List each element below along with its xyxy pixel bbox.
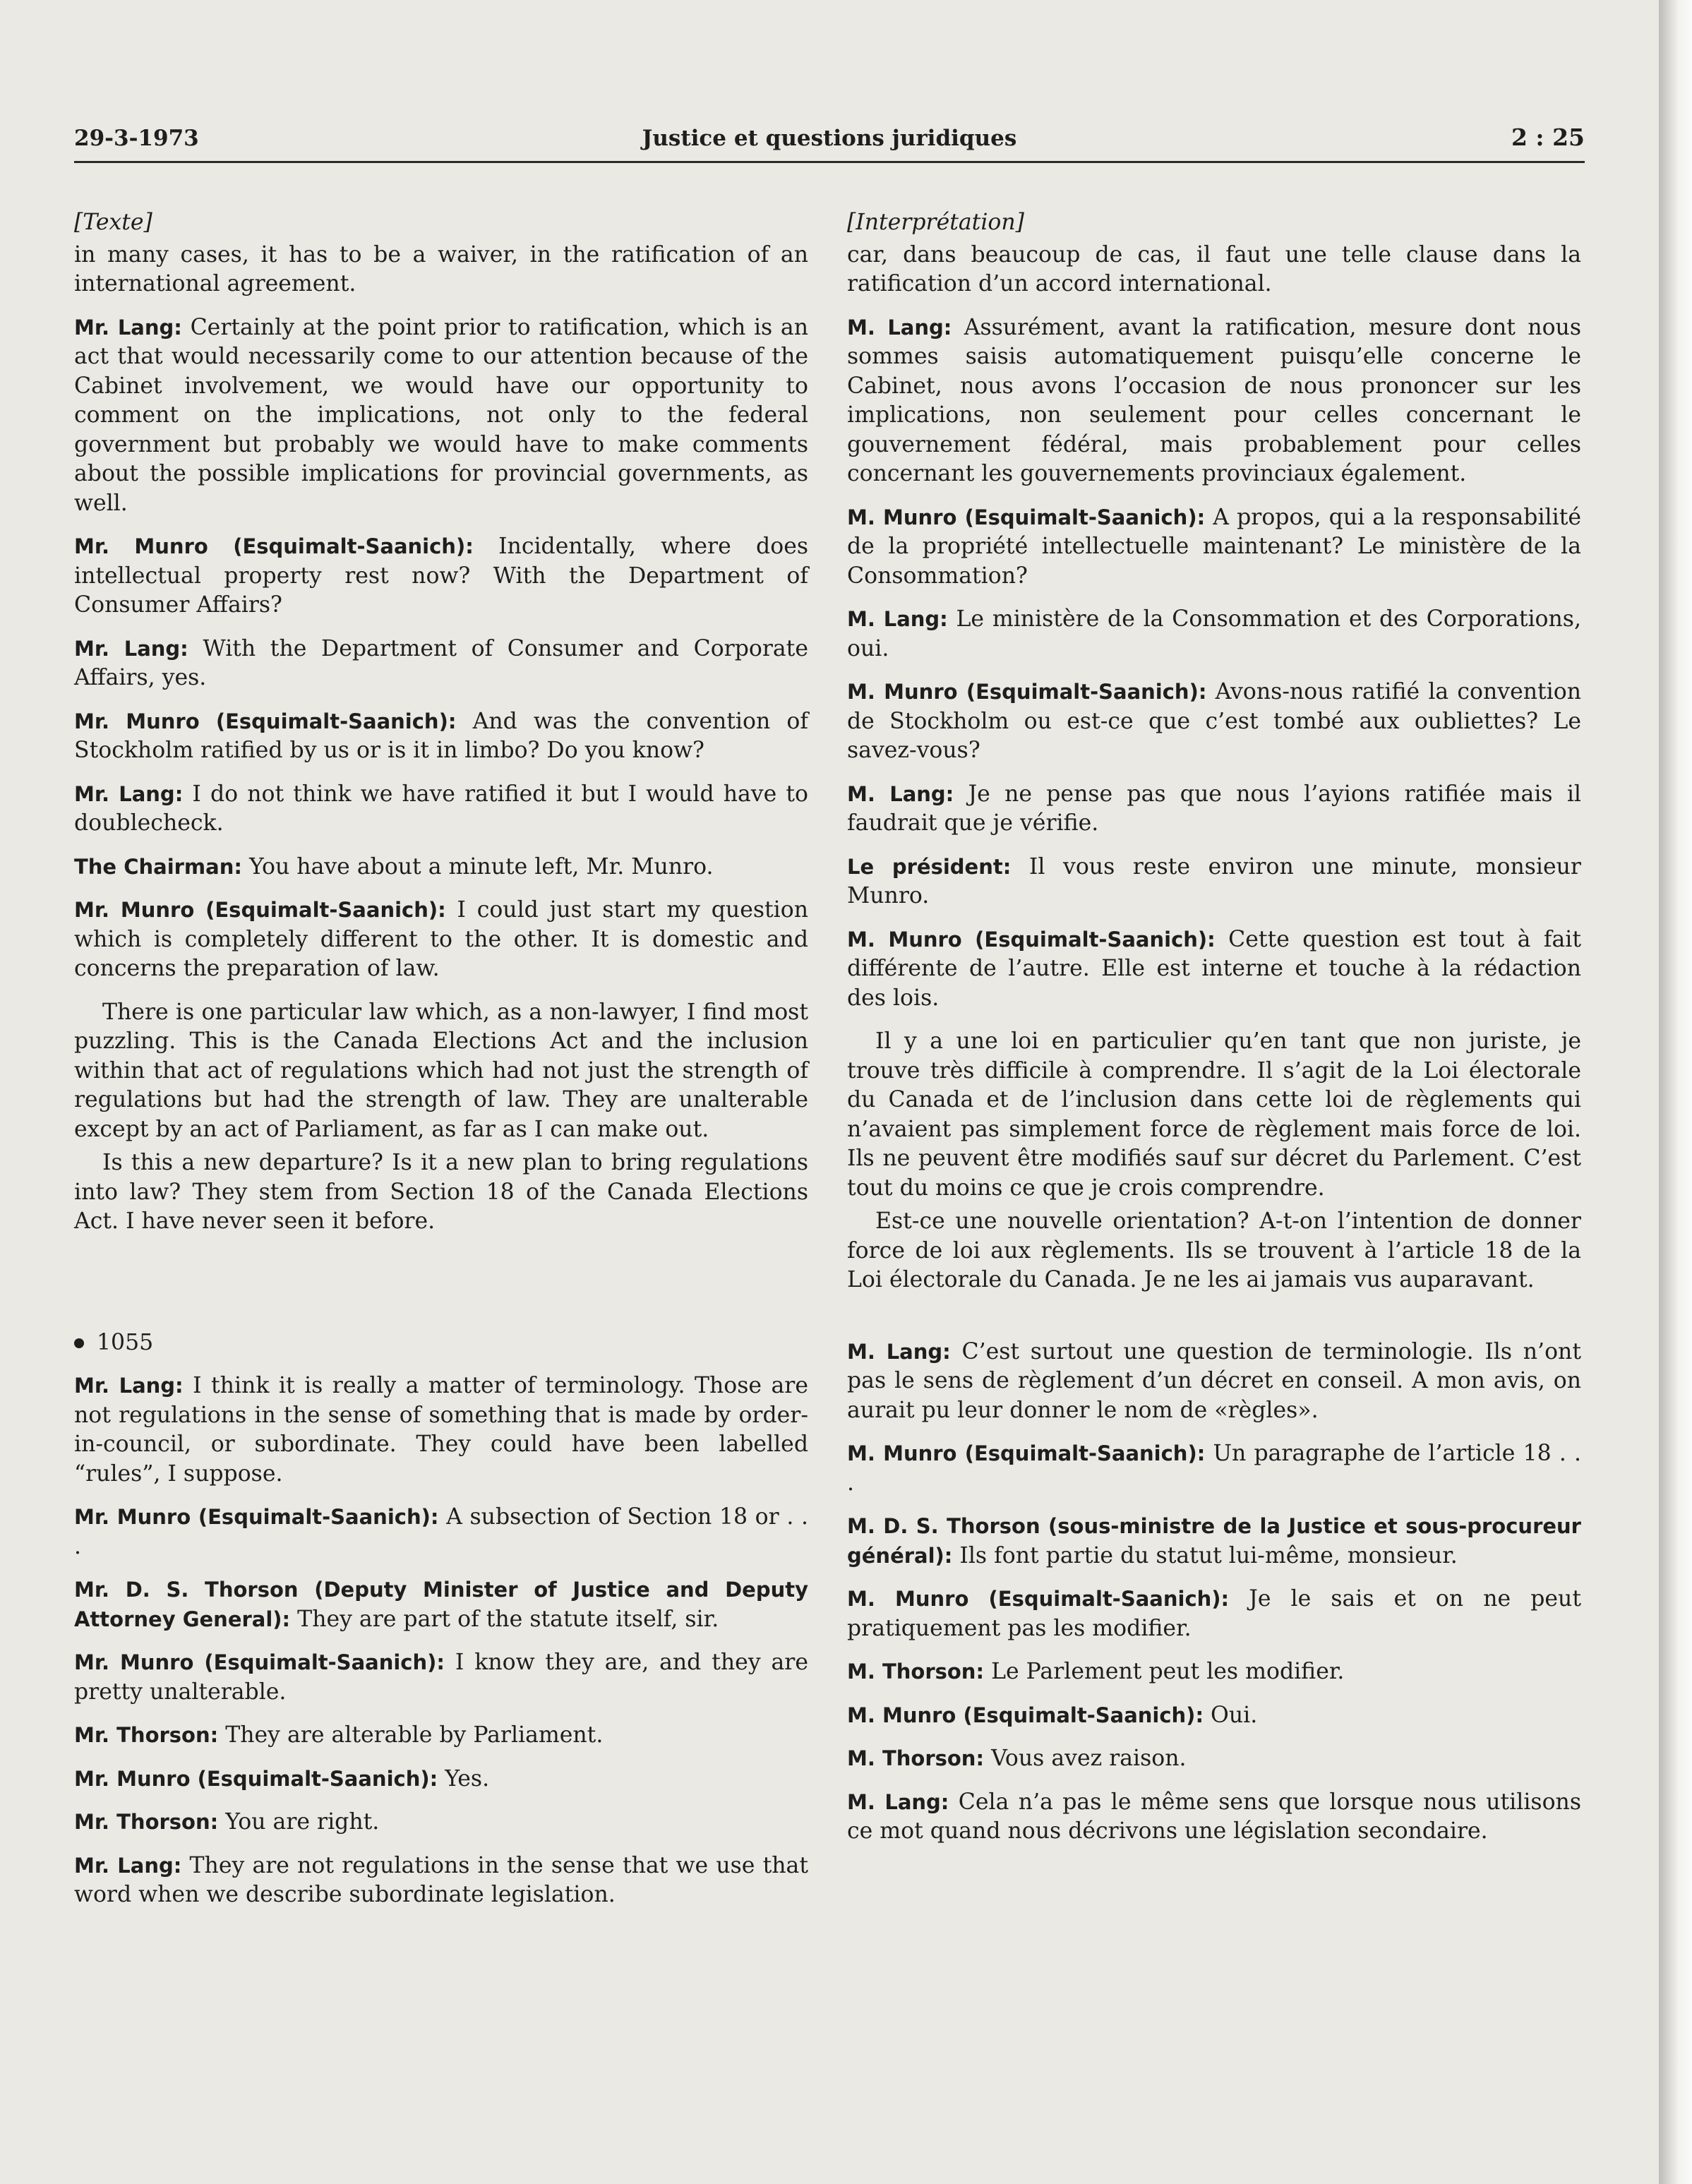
english-paragraph-1: There is one particular law which, as a non-lawyer, I find most puzzling. This is the Canada Elections Act and the inclusion within that act of regulations which had not just the strength of regulations but had the strength of law. They are unalterable except by an act of Parliament, as far as I can make out. bbox=[74, 999, 808, 1142]
speech-text: Vous avez raison. bbox=[984, 1746, 1187, 1771]
speech bbox=[74, 532, 808, 620]
speech-text: And was the convention of Stockholm ratified by us or is it in limbo? Do you know? bbox=[74, 708, 808, 763]
english-paragraph-2: Is this a new departure? Is it a new plan to bring regulations into law? They stem from Section 18 of the Canada Elections Act. I have never seen it before. bbox=[74, 1150, 808, 1234]
speaker-name: Mr. Lang: bbox=[74, 1374, 184, 1398]
speech bbox=[847, 853, 1581, 911]
speech bbox=[847, 678, 1581, 766]
speech-text: Oui. bbox=[1204, 1702, 1258, 1728]
speech bbox=[74, 707, 808, 766]
speaker-name: M. Thorson: bbox=[847, 1660, 985, 1684]
speech bbox=[847, 925, 1581, 1014]
speech bbox=[74, 1852, 808, 1910]
time-stamp bbox=[74, 1328, 808, 1358]
french-block1 bbox=[847, 313, 1581, 1014]
speech bbox=[847, 1657, 1581, 1687]
french-block2 bbox=[847, 1338, 1581, 1847]
speech bbox=[74, 1372, 808, 1489]
speech-text: I do not think we have ratified it but I would have to doublecheck. bbox=[74, 781, 808, 836]
speech bbox=[847, 780, 1581, 839]
speech-text: Incidentally, where does intellectual property rest now? With the Department of Consumer Affairs? bbox=[74, 534, 808, 618]
speaker-name: M. Lang: bbox=[847, 781, 954, 806]
speech-text: A propos, qui a la responsabilité de la propriété intellectuelle maintenant? Le ministère de la Consommation? bbox=[847, 504, 1581, 589]
speech-text: Ils font partie du statut lui-même, monsieur. bbox=[952, 1542, 1458, 1568]
time-stamp-value: 1055 bbox=[97, 1329, 154, 1355]
speaker-name: M. Lang: bbox=[847, 1789, 949, 1814]
speech bbox=[847, 1338, 1581, 1426]
speaker-name: Le président: bbox=[847, 854, 1012, 879]
speech bbox=[847, 605, 1581, 664]
speech-text: I could just start my question which is completely different to the other. It is domestic and concerns the preparation of law. bbox=[74, 897, 809, 981]
speaker-name: M. D. S. Thorson (sous-ministre de la Justice et sous-procureur général): bbox=[847, 1514, 1581, 1568]
speech bbox=[74, 1765, 808, 1794]
speech-text: Le ministère de la Consommation et des Corporations, oui. bbox=[847, 606, 1581, 661]
speaker-name: Mr. Lang: bbox=[74, 315, 182, 340]
page-edge bbox=[1659, 0, 1692, 2184]
speech-text: They are alterable by Parliament. bbox=[218, 1722, 604, 1748]
french-column bbox=[847, 208, 1581, 1861]
speech-text: With the Department of Consumer and Corporate Affairs, yes. bbox=[74, 635, 808, 690]
speech bbox=[74, 1576, 808, 1634]
speech bbox=[847, 1585, 1581, 1643]
speech-text: Il vous reste environ une minute, monsieur Munro. bbox=[847, 853, 1581, 908]
speech-text: Cela n’a pas le même sens que lorsque nous utilisons ce mot quand nous décrivons une législation secondaire. bbox=[847, 1789, 1581, 1844]
french-intro: car, dans beaucoup de cas, il faut une telle clause dans la ratification d’un accord international. bbox=[847, 241, 1581, 296]
speech bbox=[74, 780, 808, 839]
speech-text: Cette question est tout à fait différente de l’autre. Elle est interne et touche à la rédaction des lois. bbox=[847, 926, 1581, 1011]
english-intro: in many cases, it has to be a waiver, in the ratification of an international agreement. bbox=[74, 241, 808, 296]
english-block1 bbox=[74, 313, 808, 984]
speaker-name: M. Munro (Esquimalt-Saanich): bbox=[847, 680, 1207, 704]
speaker-name: Mr. Lang: bbox=[74, 1853, 182, 1878]
speech-text: I think it is really a matter of terminology. Those are not regulations in the sense of something that is made by order-in-council, or subordinate. They could have been labelled “rules”, I suppose. bbox=[74, 1373, 808, 1487]
speech bbox=[847, 1701, 1581, 1731]
speaker-name: Mr. Munro (Esquimalt-Saanich): bbox=[74, 534, 474, 558]
speech bbox=[74, 1503, 808, 1561]
speech-text: You have about a minute left, Mr. Munro. bbox=[241, 853, 714, 880]
speech bbox=[74, 1808, 808, 1837]
header-rule bbox=[74, 161, 1585, 163]
english-label: [Texte] bbox=[74, 210, 152, 235]
speech-text: I know they are, and they are pretty unalterable. bbox=[74, 1650, 809, 1705]
speech-text: You are right. bbox=[218, 1809, 380, 1835]
speech bbox=[74, 853, 808, 882]
speaker-name: M. Munro (Esquimalt-Saanich): bbox=[847, 1703, 1204, 1727]
header-date: 29-3-1973 bbox=[74, 126, 199, 151]
speaker-name: Mr. Lang: bbox=[74, 781, 184, 806]
speaker-name: M. Lang: bbox=[847, 607, 948, 631]
speech-text: Je ne pense pas que nous l’ayions ratifiée mais il faudrait que je vérifie. bbox=[847, 781, 1581, 836]
speaker-name: Mr. D. S. Thorson (Deputy Minister of Justice and Deputy Attorney General): bbox=[74, 1578, 808, 1631]
french-paragraph-2: Est-ce une nouvelle orientation? A-t-on l’intention de donner force de loi aux règlements. Ils se trouvent à l’article 18 de la Loi électorale du Canada. Je ne les ai jamais vus auparavant. bbox=[847, 1208, 1581, 1292]
speech-text: C’est surtout une question de terminologie. Ils n’ont pas le sens de règlement d’un décret en conseil. A mon avis, on aurait pu leur donner le nom de «règles». bbox=[847, 1338, 1581, 1423]
bullet-icon bbox=[74, 1338, 84, 1348]
speaker-name: Mr. Munro (Esquimalt-Saanich): bbox=[74, 898, 446, 922]
speech bbox=[847, 503, 1581, 592]
english-spacer bbox=[74, 1251, 808, 1328]
speech-text: Un paragraphe de l’article 18 . . . bbox=[847, 1441, 1581, 1496]
speaker-name: Mr. Thorson: bbox=[74, 1723, 219, 1747]
speech bbox=[847, 1788, 1581, 1847]
speaker-name: M. Munro (Esquimalt-Saanich): bbox=[847, 927, 1216, 952]
speaker-name: M. Munro (Esquimalt-Saanich): bbox=[847, 1587, 1230, 1611]
speech bbox=[847, 1512, 1581, 1571]
page-header bbox=[74, 119, 1585, 161]
speaker-name: M. Lang: bbox=[847, 315, 952, 340]
speech bbox=[847, 1744, 1581, 1774]
speech bbox=[74, 313, 808, 519]
speaker-name: M. Munro (Esquimalt-Saanich): bbox=[847, 505, 1206, 529]
french-label: [Interprétation] bbox=[847, 210, 1024, 235]
speaker-name: The Chairman: bbox=[74, 854, 242, 879]
speaker-name: Mr. Munro (Esquimalt-Saanich): bbox=[74, 1505, 439, 1529]
speech bbox=[74, 635, 808, 693]
speech bbox=[74, 1721, 808, 1751]
french-spacer bbox=[847, 1309, 1581, 1338]
speech bbox=[847, 313, 1581, 489]
speaker-name: M. Munro (Esquimalt-Saanich): bbox=[847, 1441, 1206, 1465]
speaker-name: Mr. Thorson: bbox=[74, 1810, 219, 1834]
speaker-name: Mr. Munro (Esquimalt-Saanich): bbox=[74, 1766, 438, 1791]
speech-text: They are not regulations in the sense that we use that word when we describe subordinate legislation. bbox=[74, 1852, 808, 1907]
speech-text: Assurément, avant la ratification, mesure dont nous sommes saisis automatiquement puisqu’elle concerne le Cabinet, nous avons l’occasion de nous prononcer sur les implications, non seulement pour celles concernant le gouvernement fédéral, mais probablement pour celles concernant les gouvernements provinciaux également. bbox=[847, 314, 1581, 486]
speaker-name: Mr. Lang: bbox=[74, 636, 188, 661]
header-title: Justice et questions juridiques bbox=[642, 126, 1017, 151]
speech bbox=[847, 1439, 1581, 1498]
speech bbox=[74, 1648, 808, 1707]
speech-text: They are part of the statute itself, sir. bbox=[290, 1606, 719, 1632]
speaker-name: Mr. Munro (Esquimalt-Saanich): bbox=[74, 709, 457, 733]
speech-text: Avons-nous ratifié la convention de Stockholm ou est-ce que c’est tombé aux oubliettes? Le savez-vous? bbox=[847, 679, 1581, 763]
french-paragraph-1: Il y a une loi en particulier qu’en tant que non juriste, je trouve très difficile à comprendre. Il s’agit de la Loi électorale du Canada et de l’inclusion dans cette loi de règlements qui n’avaient pas simplement force de règlement mais force de loi. Ils ne peuvent être modifiés sauf sur décret du Parlement. C’est tout du moins ce que je crois comprendre. bbox=[847, 1028, 1581, 1201]
speech bbox=[74, 896, 808, 984]
speech-text: Yes. bbox=[438, 1765, 490, 1792]
speech-text: Le Parlement peut les modifier. bbox=[984, 1659, 1345, 1684]
speech-text: Certainly at the point prior to ratification, which is an act that would necessarily come to our attention because of the Cabinet involvement, we would have our opportunity to comment on the implications, not only to the federal government but probably we would have to make comments about the possible implications for provincial governments, as well. bbox=[74, 314, 808, 516]
speech-text: Je le sais et on ne peut pratiquement pas les modifier. bbox=[847, 1586, 1581, 1641]
english-block2 bbox=[74, 1372, 808, 1910]
speaker-name: M. Thorson: bbox=[847, 1746, 985, 1770]
speech-text: A subsection of Section 18 or . . . bbox=[74, 1504, 808, 1559]
speaker-name: Mr. Munro (Esquimalt-Saanich): bbox=[74, 1650, 445, 1674]
header-page-number: 2 : 25 bbox=[1511, 124, 1585, 151]
english-column bbox=[74, 208, 808, 1924]
speaker-name: M. Lang: bbox=[847, 1339, 951, 1364]
